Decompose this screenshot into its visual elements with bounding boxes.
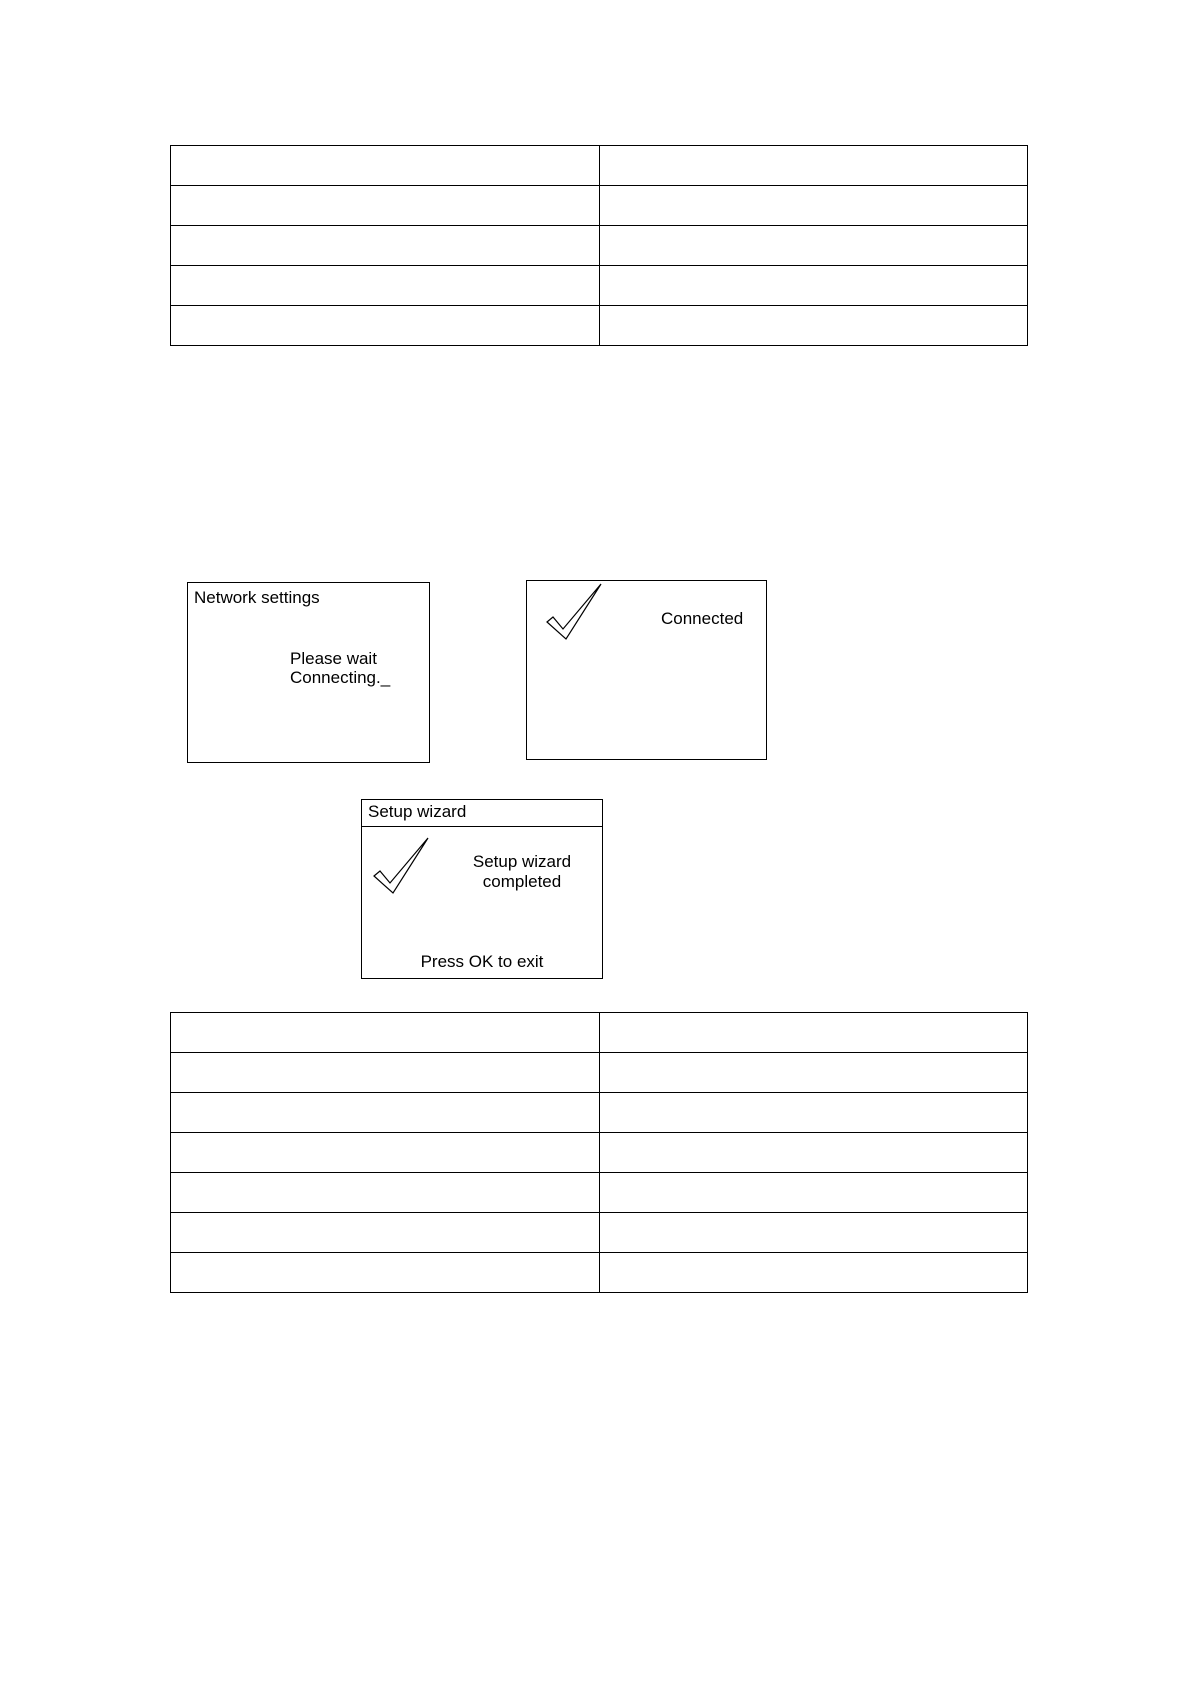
table-cell <box>171 306 600 346</box>
table-row <box>171 1093 1028 1133</box>
top-table <box>170 145 1028 346</box>
setup-wizard-screen <box>361 799 603 979</box>
exit-hint: Press OK to exit <box>420 952 544 971</box>
table-cell <box>171 1093 600 1133</box>
table-cell <box>171 1053 600 1093</box>
table-cell <box>171 1253 600 1293</box>
check-icon <box>545 582 607 647</box>
screen-title: Setup wizard <box>368 802 467 821</box>
table-row <box>171 1133 1028 1173</box>
completion-message: Setup wizard <box>472 852 572 871</box>
table-cell <box>171 146 600 186</box>
completion-message-line2: completed <box>482 872 562 891</box>
table-row <box>171 306 1028 346</box>
table-row <box>171 1053 1028 1093</box>
table-cell <box>171 1013 600 1053</box>
table-cell <box>171 1213 600 1253</box>
screen-header <box>362 800 602 827</box>
connected-status: Connected <box>661 609 744 628</box>
table-cell <box>599 186 1028 226</box>
connecting-message: Connecting._ <box>290 668 391 687</box>
connected-screen <box>526 580 767 760</box>
table-cell <box>599 1013 1028 1053</box>
screen-title: Network settings <box>194 588 320 607</box>
check-icon <box>372 836 434 901</box>
table-cell <box>171 1173 600 1213</box>
wait-message: Please wait <box>290 649 377 668</box>
table-cell <box>599 266 1028 306</box>
table-cell <box>599 1133 1028 1173</box>
table-cell <box>171 266 600 306</box>
table-row <box>171 1253 1028 1293</box>
table-cell <box>599 1173 1028 1213</box>
table-cell <box>599 1253 1028 1293</box>
table-row <box>171 226 1028 266</box>
table-cell <box>171 186 600 226</box>
table-cell <box>599 146 1028 186</box>
table-row <box>171 1013 1028 1053</box>
table-cell <box>599 1093 1028 1133</box>
network-settings-screen <box>187 582 430 763</box>
table-cell <box>599 1053 1028 1093</box>
bottom-table <box>170 1012 1028 1293</box>
table-row <box>171 146 1028 186</box>
table-cell <box>599 226 1028 266</box>
table-row <box>171 266 1028 306</box>
table-row <box>171 1213 1028 1253</box>
table-cell <box>171 226 600 266</box>
table-row <box>171 186 1028 226</box>
table-cell <box>599 1213 1028 1253</box>
table-cell <box>171 1133 600 1173</box>
table-cell <box>599 306 1028 346</box>
table-row <box>171 1173 1028 1213</box>
